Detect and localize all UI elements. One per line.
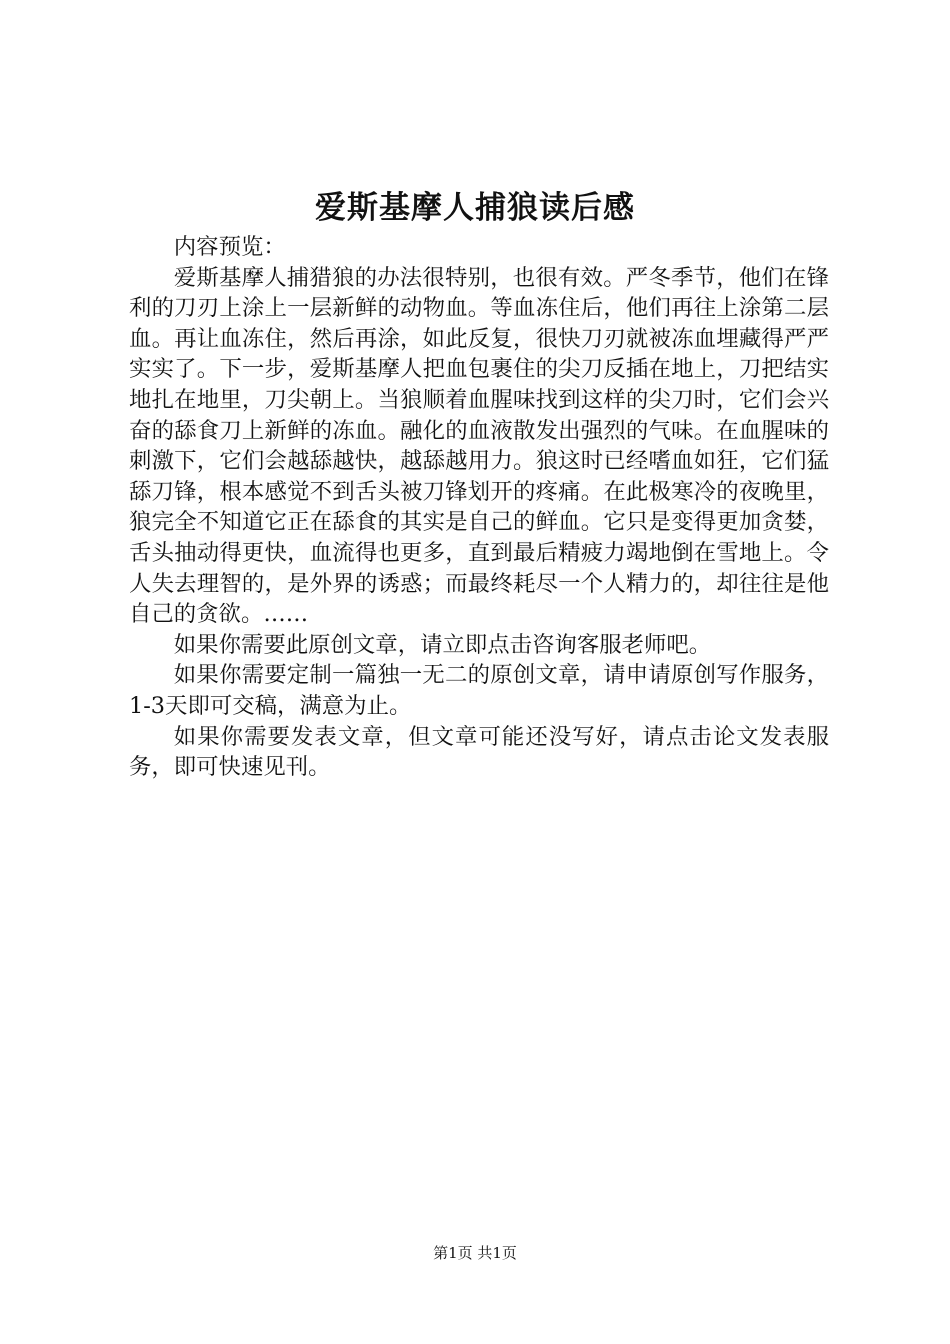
preview-label: 内容预览： — [173, 234, 286, 260]
document-body — [129, 232, 829, 783]
body-paragraph-1: 爱斯基摩人捕猎狼的办法很特别，也很有效。严冬季节，他们在锋利的刀刃上涂上一层新鲜的动物血。等血冻住后，他们再往上涂第二层血。再让血冻住，然后再涂，如此反复，很快刀刃就被冻血埋藏得严严实实了。下一步，爱斯基摩人把血包裹住的尖刀反插在地上，刀把结实地扎在地里，刀尖朝上。当狼顺着血腥味找到这样的尖刀时，它们会兴奋的舔食刀上新鲜的冻血。融化的血液散发出强烈的气味。在血腥味的刺激下，它们会越舔越快，越舔越用力。狼这时已经嗜血如狂，它们猛舔刀锋，根本感觉不到舌头被刀锋划开的疼痛。在此极寒冷的夜晚里，狼完全不知道它正在舔食的其实是自己的鲜血。它只是变得更加贪婪，舌头抽动得更快，血流得也更多，直到最后精疲力竭地倒在雪地上。令人失去理智的，是外界的诱惑；而最终耗尽一个人精力的，却往往是他自己的贪欲。…… — [129, 264, 829, 628]
body-paragraph-4: 如果你需要发表文章，但文章可能还没写好，请点击论文发表服务，即可快速见刊。 — [129, 723, 829, 781]
document-title: 爱斯基摩人捕狼读后感 — [315, 190, 635, 226]
body-paragraph-3: 如果你需要定制一篇独一无二的原创文章，请申请原创写作服务，1-3天即可交稿，满意为止。 — [129, 662, 829, 719]
body-paragraph-2: 如果你需要此原创文章，请立即点击咨询客服老师吧。 — [173, 631, 712, 658]
page-footer: 第1页 共1页 — [433, 1244, 517, 1262]
